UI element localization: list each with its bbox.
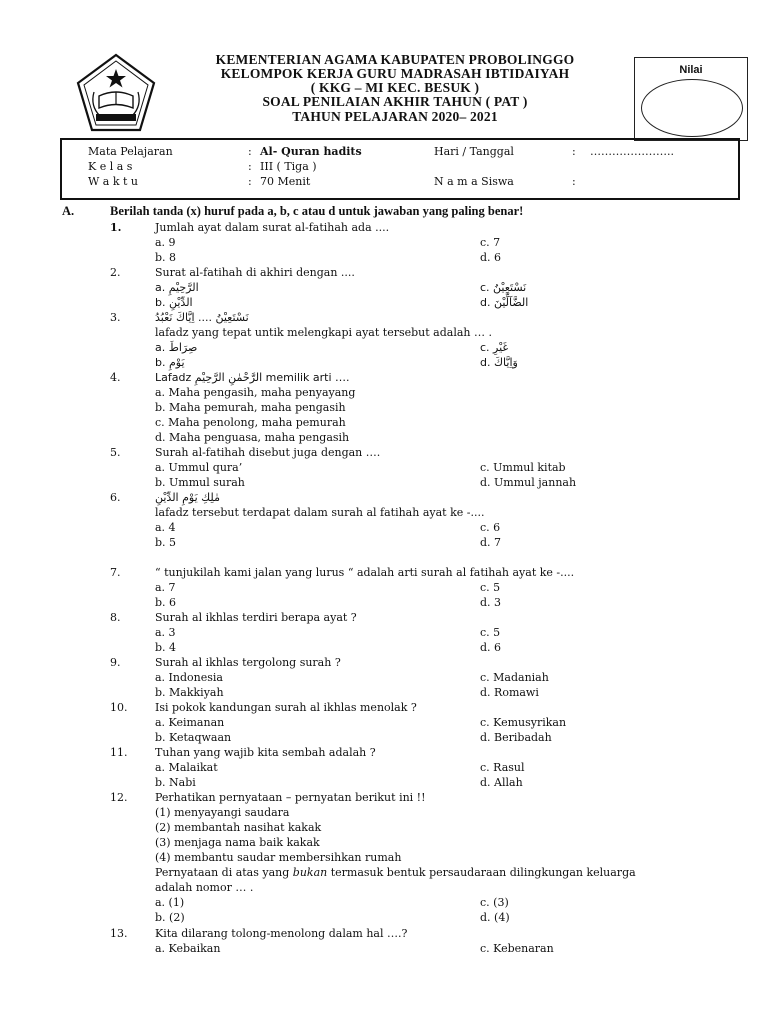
answer-option-a[interactable]: a. 9 xyxy=(155,236,176,249)
hari-label: Hari / Tanggal xyxy=(434,145,514,158)
question-number: 10. xyxy=(110,701,128,714)
question-text: Surat al-fatihah di akhiri dengan .... xyxy=(155,266,355,279)
question-text: Jumlah ayat dalam surat al-fatihah ada .... xyxy=(155,221,390,234)
answer-option-a[interactable]: a. Keimanan xyxy=(155,716,225,729)
section-letter: A. xyxy=(62,204,75,218)
nama-label: N a m a Siswa xyxy=(434,175,514,188)
answer-option-c[interactable]: c. 5 xyxy=(480,581,501,594)
question-number: 6. xyxy=(110,491,121,504)
question-text: Surah al ikhlas terdiri berapa ayat ? xyxy=(155,611,357,624)
question-text: Isi pokok kandungan surah al ikhlas menolak ? xyxy=(155,701,417,714)
question-text: Tuhan yang wajib kita sembah adalah ? xyxy=(155,746,376,759)
answer-option-c[interactable]: c. Rasul xyxy=(480,761,525,774)
question-number: 13. xyxy=(110,927,128,940)
answer-option-b[interactable]: b. Makkiyah xyxy=(155,686,224,699)
answer-option-a[interactable]: a. Ummul qura’ xyxy=(155,461,243,474)
question-number: 5. xyxy=(110,446,121,459)
answer-option-b[interactable]: b. Nabi xyxy=(155,776,196,789)
question-text: d. Maha penguasa, maha pengasih xyxy=(155,431,350,444)
question-text: “ tunjukilah kami jalan yang lurus “ adalah arti surah al fatihah ayat ke -.... xyxy=(155,566,575,579)
question-text: Surah al-fatihah disebut juga dengan …. xyxy=(155,446,381,459)
answer-option-a[interactable]: a. 7 xyxy=(155,581,176,594)
info-row-kelas xyxy=(62,159,738,174)
mapel-sep: : xyxy=(248,145,252,158)
student-info-box xyxy=(60,138,740,200)
answer-option-c[interactable]: c. Ummul kitab xyxy=(480,461,566,474)
answer-option-b[interactable]: b. 4 xyxy=(155,641,177,654)
waktu-label: W a k t u xyxy=(88,175,139,188)
question-text: lafadz tersebut terdapat dalam surah al fatihah ayat ke -.... xyxy=(155,506,485,519)
question-text: a. Maha pengasih, maha penyayang xyxy=(155,386,356,399)
answer-option-c[interactable]: c. 7 xyxy=(480,236,501,249)
header-line-1: KEMENTERIAN AGAMA KABUPATEN PROBOLINGGO xyxy=(215,52,575,67)
header-line-2: KELOMPOK KERJA GURU MADRASAH IBTIDAIYAH xyxy=(220,66,570,81)
answer-option-b[interactable]: b. 5 xyxy=(155,536,177,549)
kelas-value: III ( Tiga ) xyxy=(260,160,317,173)
answer-option-a[interactable]: a. صِرَاطَ xyxy=(155,341,198,354)
emphasis-word: bukan xyxy=(292,866,328,879)
question-number: 12. xyxy=(110,791,128,804)
mapel-label: Mata Pelajaran xyxy=(88,145,173,158)
header-line-3: ( KKG – MI KEC. BESUK ) xyxy=(310,80,480,95)
header-line-5: TAHUN PELAJARAN 2020– 2021 xyxy=(292,109,498,124)
answer-option-d[interactable]: d. الضَّآلِّيْنَ xyxy=(480,296,529,309)
answer-option-d[interactable]: d. Allah xyxy=(480,776,523,789)
question-text: Kita dilarang tolong-menolong dalam hal ….? xyxy=(155,927,408,940)
question-text: Perhatikan pernyataan – pernyatan berikut ini !! xyxy=(155,791,426,804)
answer-option-c[interactable]: c. (3) xyxy=(480,896,509,909)
question-text: Surah al ikhlas tergolong surah ? xyxy=(155,656,341,669)
question-text: adalah nomor … . xyxy=(155,881,254,894)
answer-option-a[interactable]: a. Kebaikan xyxy=(155,942,221,955)
nama-sep: : xyxy=(572,175,576,188)
kelas-label: K e l a s xyxy=(88,160,133,173)
answer-option-b[interactable]: b. Ummul surah xyxy=(155,476,245,489)
question-number: 11. xyxy=(110,746,128,759)
question-text: b. Maha pemurah, maha pengasih xyxy=(155,401,346,414)
answer-option-d[interactable]: d. 3 xyxy=(480,596,502,609)
answer-option-a[interactable]: a. (1) xyxy=(155,896,185,909)
question-text: c. Maha penolong, maha pemurah xyxy=(155,416,346,429)
header-line-4: SOAL PENILAIAN AKHIR TAHUN ( PAT ) xyxy=(262,94,528,109)
waktu-sep: : xyxy=(248,175,252,188)
info-row-mapel xyxy=(62,144,738,159)
question-text: (1) menyayangi saudara xyxy=(155,806,290,819)
answer-option-c[interactable]: c. 5 xyxy=(480,626,501,639)
kelas-sep: : xyxy=(248,160,252,173)
answer-option-c[interactable]: c. Kebenaran xyxy=(480,942,554,955)
question-text: Lafadz الرَّحْمٰنِ الرَّحِيْمِ memilik arti …. xyxy=(155,371,350,384)
answer-option-a[interactable]: a. Malaikat xyxy=(155,761,218,774)
answer-option-d[interactable]: d. 7 xyxy=(480,536,502,549)
nilai-label: Nilai xyxy=(679,64,703,76)
question-text: (4) membantu saudar membersihkan rumah xyxy=(155,851,402,864)
answer-option-c[interactable]: c. Madaniah xyxy=(480,671,549,684)
answer-option-b[interactable]: b. 6 xyxy=(155,596,177,609)
nilai-box xyxy=(634,57,748,141)
answer-option-c[interactable]: c. Kemusyrikan xyxy=(480,716,567,729)
question-text: مٰلِكِ يَوْمِ الدِّيْنِ xyxy=(155,491,220,504)
nilai-score-area[interactable] xyxy=(641,79,743,137)
answer-option-d[interactable]: d. Romawi xyxy=(480,686,539,699)
question-text: lafadz yang tepat untik melengkapi ayat tersebut adalah … . xyxy=(155,326,492,339)
answer-option-d[interactable]: d. (4) xyxy=(480,911,510,924)
mapel-value: Al- Quran hadits xyxy=(260,145,362,158)
answer-option-b[interactable]: b. يَوْمِ xyxy=(155,356,185,369)
question-text: Pernyataan di atas yang bukan termasuk bentuk persaudaraan dilingkungan keluarga xyxy=(155,866,636,879)
question-text: نَسْتَعِيْنُ .... اِيَّاكَ نَعْبُدُ xyxy=(155,311,249,324)
answer-option-a[interactable]: a. 3 xyxy=(155,626,176,639)
question-number: 9. xyxy=(110,656,121,669)
question-number: 3. xyxy=(110,311,121,324)
question-number: 1. xyxy=(110,221,122,234)
answer-option-b[interactable]: b. (2) xyxy=(155,911,185,924)
waktu-value: 70 Menit xyxy=(260,175,311,188)
question-number: 7. xyxy=(110,566,121,579)
answer-option-a[interactable]: a. Indonesia xyxy=(155,671,223,684)
hari-value[interactable]: ………………….. xyxy=(590,145,674,158)
answer-option-d[interactable]: d. 6 xyxy=(480,251,502,264)
answer-option-b[interactable]: b. Ketaqwaan xyxy=(155,731,232,744)
kemenag-logo xyxy=(74,52,158,136)
answer-option-d[interactable]: d. Ummul jannah xyxy=(480,476,577,489)
answer-option-b[interactable]: b. الدِّيْنِ xyxy=(155,296,193,309)
answer-option-a[interactable]: a. الرَّحِيْمِ xyxy=(155,281,199,294)
answer-option-d[interactable]: d. 6 xyxy=(480,641,502,654)
section-instruction: Berilah tanda (x) huruf pada a, b, c atau d untuk jawaban yang paling benar! xyxy=(110,204,524,218)
question-number: 8. xyxy=(110,611,121,624)
question-number: 4. xyxy=(110,371,121,384)
question-text: (2) membantah nasihat kakak xyxy=(155,821,322,834)
answer-option-c[interactable]: c. نَسْتَعِيْنُ xyxy=(480,281,527,294)
answer-option-c[interactable]: c. 6 xyxy=(480,521,501,534)
answer-option-d[interactable]: d. Beribadah xyxy=(480,731,552,744)
answer-option-d[interactable]: d. وَاِيَّاكَ xyxy=(480,356,518,369)
info-row-waktu xyxy=(62,174,738,189)
answer-option-b[interactable]: b. 8 xyxy=(155,251,177,264)
answer-option-a[interactable]: a. 4 xyxy=(155,521,176,534)
question-number: 2. xyxy=(110,266,121,279)
question-text: (3) menjaga nama baik kakak xyxy=(155,836,320,849)
answer-option-c[interactable]: c. غَيْرِ xyxy=(480,341,509,354)
hari-sep: : xyxy=(572,145,576,158)
